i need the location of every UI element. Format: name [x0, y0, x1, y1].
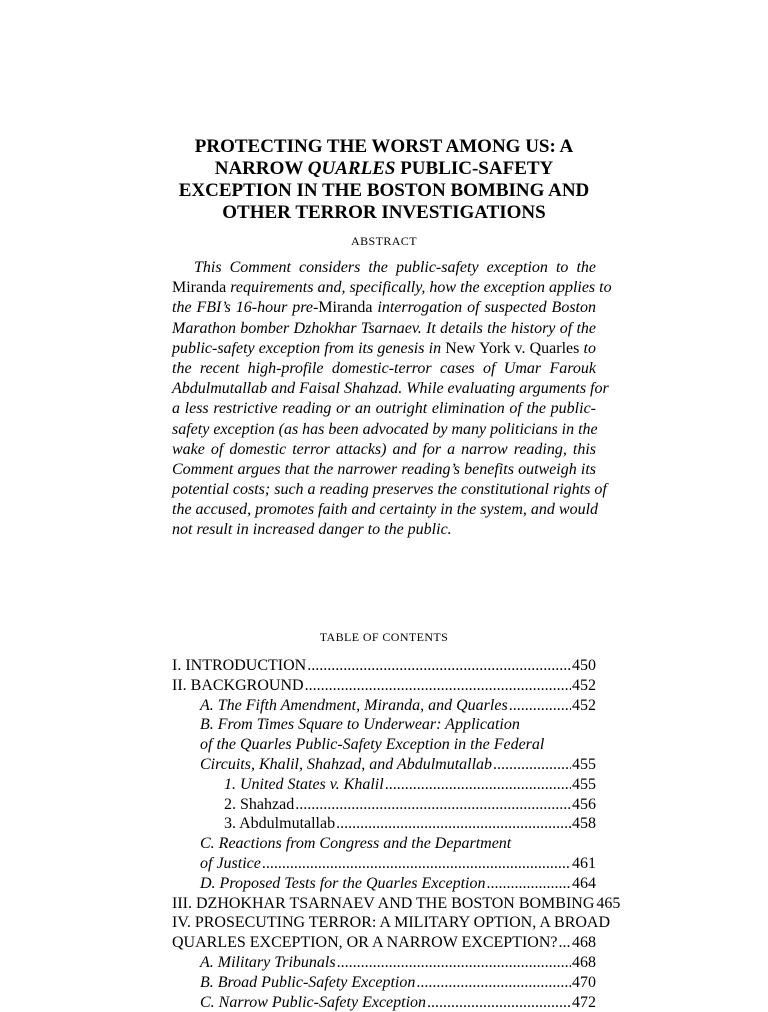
abstract-line: Abdulmutallab and Faisal Shahzad. While evaluating arguments for: [172, 380, 609, 398]
toc-entry-proposed-tests[interactable]: D. Proposed Tests for the Quarles Exception ..... 464: [172, 874, 596, 894]
abstract-line: safety exception (as has been advocated by many politicians in the: [172, 420, 598, 438]
toc-entry-broad-exception[interactable]: B. Broad Public-Safety Exception ..... 470: [172, 973, 596, 993]
toc-entry-reactions-end[interactable]: of Justice ..... 461: [172, 854, 596, 874]
toc-entry-background[interactable]: II. BACKGROUND ..... 452: [172, 676, 596, 696]
title-line: PROTECTING THE WORST AMONG US: A: [194, 136, 574, 157]
toc-entry-times-square-end[interactable]: Circuits, Khalil, Shahzad, and Abdulmutallab ..... 455: [172, 755, 596, 775]
abstract-line: not result in increased danger to the public.: [172, 521, 452, 539]
abstract-line: public-safety exception from its genesis in New York v. Quarles to: [172, 339, 596, 357]
abstract-line: a less restrictive reading or an outright elimination of the public-: [172, 400, 596, 418]
title-line: EXCEPTION IN THE BOSTON BOMBING AND: [178, 180, 590, 201]
toc-entry-times-square[interactable]: B. From Times Square to Underwear: Application: [200, 716, 520, 734]
toc-entry-prosecuting-terror[interactable]: IV. PROSECUTING TERROR: A MILITARY OPTION, A BROAD: [172, 914, 611, 932]
toc-entry-introduction[interactable]: I. INTRODUCTION ..... 450: [172, 656, 596, 676]
abstract-line: the accused, promotes faith and certainty in the system, and would: [172, 501, 599, 519]
abstract-line: Comment argues that the narrower reading’s benefits outweigh its: [172, 460, 596, 478]
toc-entry-fifth-amendment[interactable]: A. The Fifth Amendment, Miranda, and Quarles ..... 452: [172, 696, 596, 716]
abstract-line: wake of domestic terror attacks) and for a narrow reading, this: [172, 440, 596, 458]
abstract-text: [172, 258, 612, 541]
table-of-contents: [172, 656, 621, 1012]
toc-heading: TABLE OF CONTENTS: [319, 630, 449, 644]
toc-entry-prosecuting-terror-end[interactable]: QUARLES EXCEPTION, OR A NARROW EXCEPTION? ..... 468: [172, 933, 596, 953]
abstract-line: This Comment considers the public-safety exception to the: [194, 259, 596, 276]
abstract-line: the recent high-profile domestic-terror cases of Umar Farouk: [172, 359, 596, 377]
article-title: [120, 136, 648, 224]
toc-entry-narrow-exception[interactable]: C. Narrow Public-Safety Exception ..... 472: [172, 993, 596, 1012]
toc-entry-shahzad[interactable]: 2. Shahzad ..... 456: [172, 795, 596, 815]
toc-entry-reactions[interactable]: C. Reactions from Congress and the Department: [200, 835, 512, 853]
toc-entry-abdulmutallab[interactable]: 3. Abdulmutallab ..... 458: [172, 814, 596, 834]
abstract-line: Marathon bomber Dzhokhar Tsarnaev. It details the history of the: [172, 319, 596, 337]
abstract-heading: ABSTRACT: [351, 234, 417, 248]
abstract-line: the FBI’s 16-hour pre-Miranda interrogation of suspected Boston: [172, 299, 597, 317]
title-line: NARROW QUARLES PUBLIC-SAFETY: [214, 158, 554, 179]
abstract-line: Miranda requirements and, specifically, how the exception applies to: [172, 279, 612, 297]
abstract-line: potential costs; such a reading preserves the constitutional rights of: [172, 481, 607, 499]
toc-entry-khalil[interactable]: 1. United States v. Khalil ..... 455: [172, 775, 596, 795]
toc-entry-tsarnaev[interactable]: III. DZHOKHAR TSARNAEV AND THE BOSTON BOMBING 465: [172, 894, 621, 912]
toc-entry-military-tribunals[interactable]: A. Military Tribunals ..... 468: [172, 953, 596, 973]
toc-entry-times-square-cont[interactable]: of the Quarles Public-Safety Exception in the Federal: [200, 736, 545, 754]
title-line: OTHER TERROR INVESTIGATIONS: [222, 202, 546, 223]
